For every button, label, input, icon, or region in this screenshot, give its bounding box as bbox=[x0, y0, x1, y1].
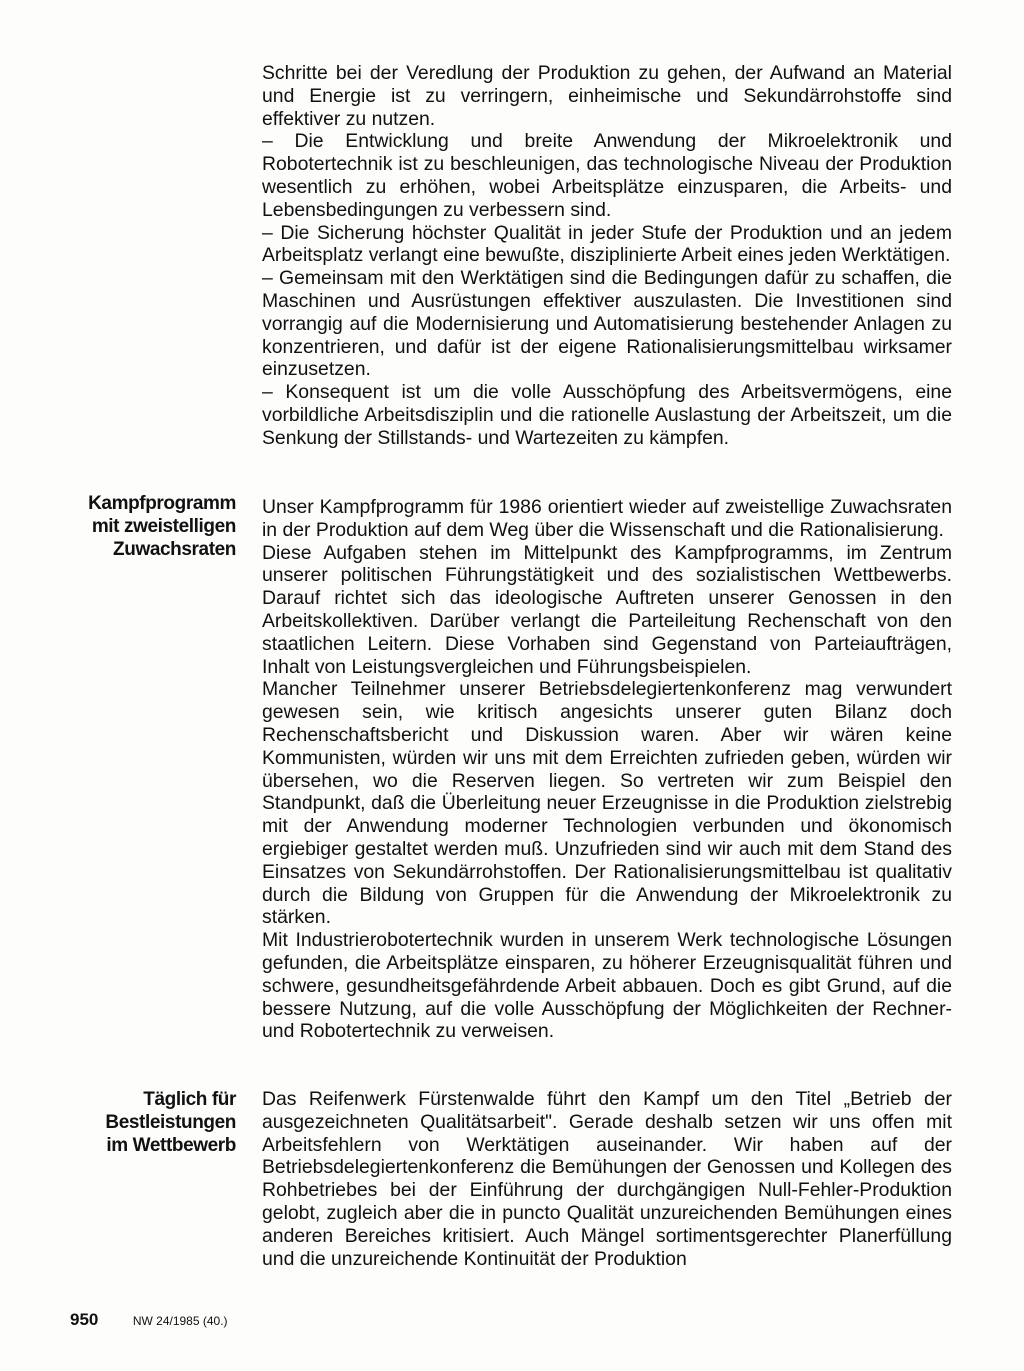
paragraph: Schritte bei der Veredlung der Produktion zu gehen, der Aufwand an Material und Energie ist zu verringern, einheimische und Sekundärrohstoffe sind effektiver zu nutzen. bbox=[262, 62, 952, 130]
issue-reference: NW 24/1985 (40.) bbox=[132, 1314, 228, 1328]
page-number: 950 bbox=[70, 1310, 99, 1329]
side-heading-1 bbox=[46, 492, 236, 561]
page-footer bbox=[70, 1310, 228, 1331]
paragraph: – Die Sicherung höchster Qualität in jeder Stufe der Produktion und an jedem Arbeitsplatz verlangt eine bewußte, disziplinierte Arbeit eines jeden Werktätigen. bbox=[262, 221, 952, 267]
paragraph: – Konsequent ist um die volle Ausschöpfung des Arbeitsvermögens, eine vorbildliche Arbeitsdisziplin und die rationelle Auslastung der Arbeitszeit, um die Senkung der Stillstands- und Wartezeiten zu kämpfen. bbox=[262, 381, 952, 449]
paragraph: – Gemeinsam mit den Werktätigen sind die Bedingungen dafür zu schaffen, die Maschinen und Ausrüstungen effektiver auszulasten. Die Investitionen sind vorrangig auf die Modernisierung und Automatisierung bestehender Anlagen zu konzentrieren, und dafür ist der eigene Rationalisierungsmittelbau wirksamer einzusetzen. bbox=[262, 267, 952, 381]
side-heading-line: Zuwachsraten bbox=[113, 539, 236, 560]
side-heading-line: Bestleistungen bbox=[105, 1112, 236, 1133]
side-heading-line: Täglich für bbox=[143, 1089, 236, 1110]
text-block-1 bbox=[262, 62, 952, 450]
side-heading-2 bbox=[46, 1088, 236, 1157]
paragraph: – Die Entwicklung und breite Anwendung der Mikroelektronik und Robotertechnik ist zu beschleunigen, das technologische Niveau der Produktion wesentlich zu erhöhen, wobei Arbeitsplätze einzusparen, die Arbeits- und Lebensbedingungen zu verbessern sind. bbox=[262, 130, 952, 221]
side-heading-line: Kampfprogramm bbox=[88, 493, 236, 514]
paragraph: Mit Industrierobotertechnik wurden in unserem Werk technologische Lösungen gefunden, die Arbeitsplätze einsparen, zu höherer Erzeugnisqualität führen und schwere, gesundheitsgefährdende Arbeit abbauen. Doch es gibt Grund, auf die bessere Nutzung, auf die volle Ausschöpfung der Möglichkeiten der Rechner- und Robotertechnik zu verweisen. bbox=[262, 929, 952, 1043]
paragraph: Unser Kampfprogramm für 1986 orientiert wieder auf zweistellige Zuwachsraten in der Produktion auf dem Weg über die Wissenschaft und die Rationalisierung. bbox=[262, 496, 952, 541]
text-block-3 bbox=[262, 1088, 952, 1270]
paragraph: Das Reifenwerk Fürstenwalde führt den Kampf um den Titel „Betrieb der ausgezeichneten Qualitätsarbeit". Gerade deshalb setzen wir uns offen mit Arbeitsfehlern von Werktätigen auseinander. Wir haben auf der Betriebsdelegiertenkonferenz die Bemühungen der Genossen und Kollegen des Rohbetriebes bei der Einführung der durchgängigen Null-Fehler-Produktion gelobt, zugleich aber die in puncto Qualität unzureichenden Bemühungen eines anderen Bereiches kritisiert. Auch Mängel sortimentsgerechter Planerfüllung und die unzureichende Kontinuität der Produktion bbox=[262, 1088, 952, 1270]
side-heading-line: mit zweistelligen bbox=[91, 516, 236, 537]
paragraph: Mancher Teilnehmer unserer Betriebsdelegiertenkonferenz mag verwundert gewesen sein, wie kritisch angesichts unserer guten Bilanz doch Rechenschaftsbericht und Diskussion waren. Aber wir wären keine Kommunisten, würden wir uns mit dem Erreichten zufrieden geben, würden wir übersehen, wo die Reserven liegen. So vertreten wir zum Beispiel den Standpunkt, daß die Überleitung neuer Erzeugnisse in die Produktion zielstrebig mit der Anwendung moderner Technologien verbunden und ökonomisch ergiebiger gestaltet werden muß. Unzufrieden sind wir auch mit dem Stand des Einsatzes von Sekundärrohstoffen. Der Rationalisierungsmittelbau ist qualitativ durch die Bildung von Gruppen für die Anwendung der Mikroelektronik zu stärken. bbox=[262, 678, 952, 929]
side-heading-line: im Wettbewerb bbox=[106, 1135, 236, 1156]
paragraph: Diese Aufgaben stehen im Mittelpunkt des Kampfprogramms, im Zentrum unserer politischen Führungstätigkeit und des sozialistischen Wettbewerbs. Darauf richtet sich das ideologische Auftreten unserer Genossen in den Arbeitskollektiven. Darüber verlangt die Parteileitung Rechenschaft von den staatlichen Leitern. Diese Vorhaben sind Gegenstand von Parteiaufträgen, Inhalt von Leistungsvergleichen und Führungsbeispielen. bbox=[262, 541, 952, 678]
text-block-2 bbox=[262, 496, 952, 1043]
